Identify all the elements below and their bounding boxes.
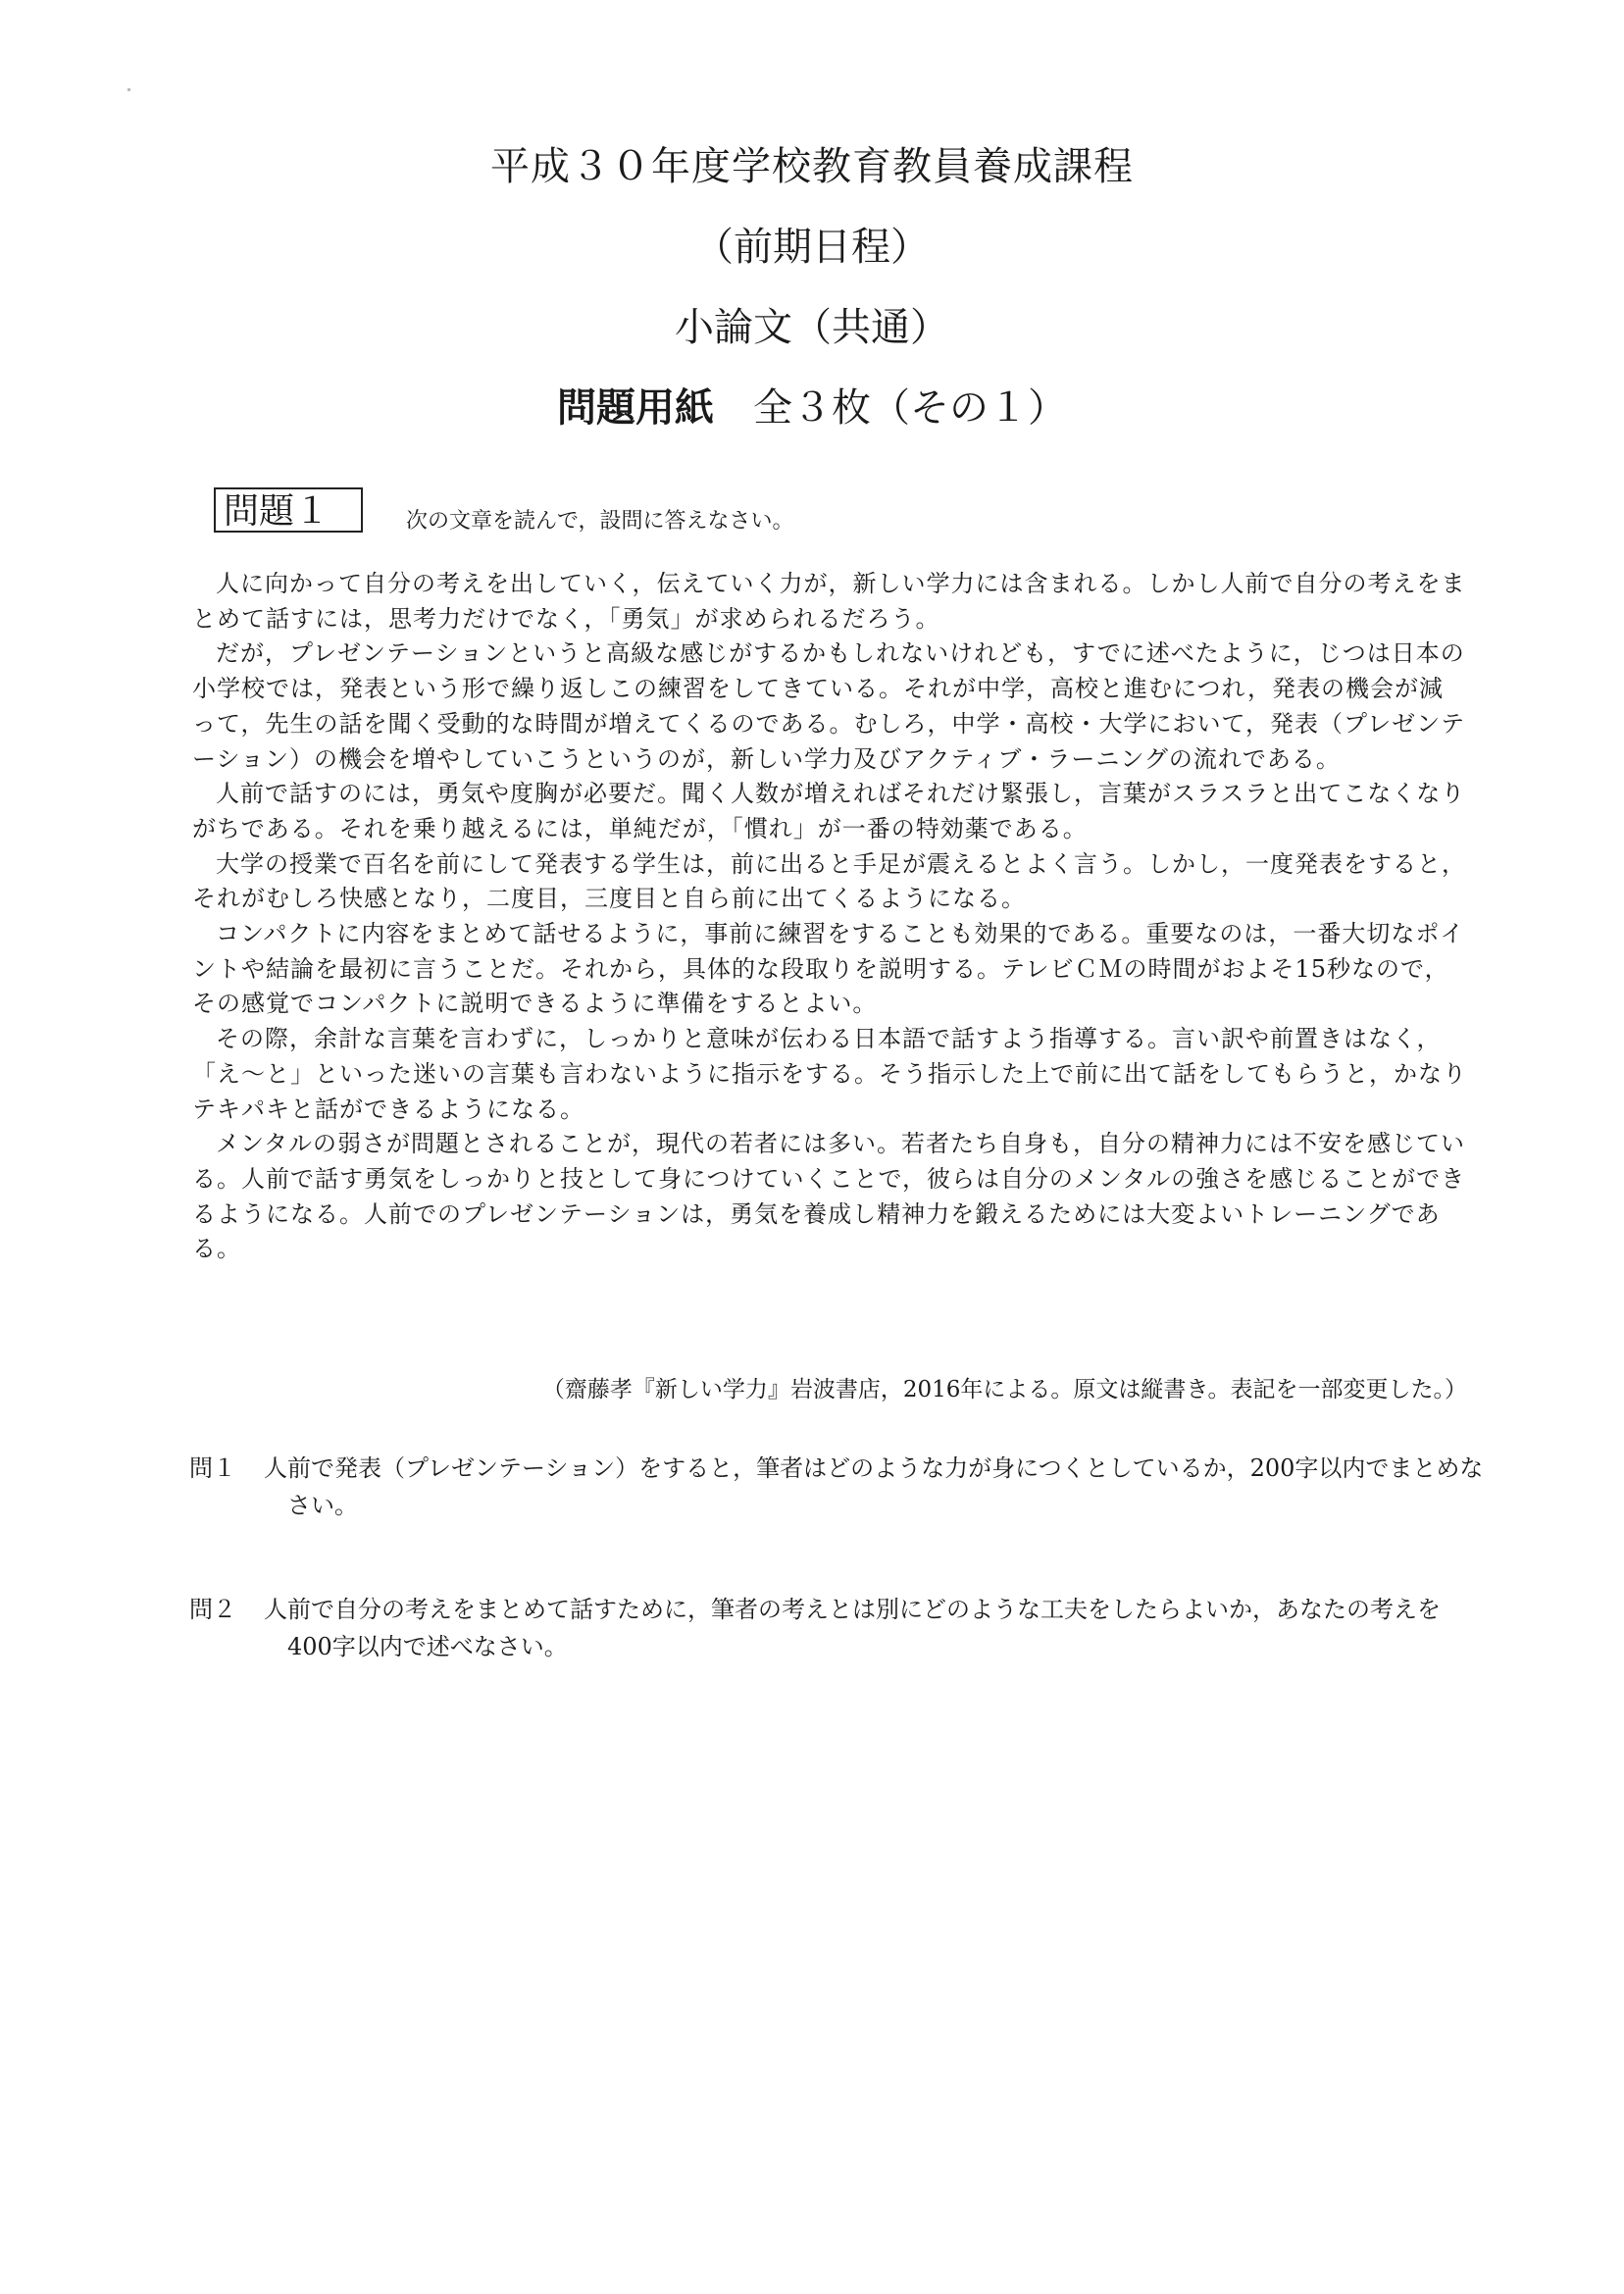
scan-dust-mark [127,88,130,91]
exam-schedule: （前期日程） [694,225,930,270]
question-number: 問２ [189,1596,236,1623]
problem-instruction: 次の文章を読んで，設問に答えなさい。 [406,509,794,534]
question-number: 問１ [189,1454,236,1482]
question-item [189,1591,1484,1665]
sheet-count: 全３枚（その１） [753,385,1067,431]
passage [192,567,1467,1267]
question-text: 人前で発表（プレゼンテーション）をすると，筆者はどのような力が身につくとしているか，200字以内でまとめなさい。 [264,1454,1484,1519]
problem-badge: 問題１ [214,487,363,533]
passage-paragraph: 人に向かって自分の考えを出していく，伝えていく力が，新しい学力には含まれる。しかし人前で自分の考えをまとめて話すには，思考力だけでなく，「勇気」が求められるだろう。 [192,570,1466,633]
passage-paragraph: その際，余計な言葉を言わずに，しっかりと意味が伝わる日本語で話すよう指導する。言い訳や前置きはなく，「え〜と」といった迷いの言葉も言わないように指示をする。そう指示した上で前に出て話をしてもらうと，かなりテキパキと話ができるようになる。 [192,1025,1467,1123]
question-item [189,1450,1484,1524]
passage-paragraph: コンパクトに内容をまとめて話せるように，事前に練習をすることも効果的である。重要なのは，一番大切なポイントや結論を最初に言うことだ。それから，具体的な段取りを説明する。テレビＣＭの時間がおよそ15秒なので，その感覚でコンパクトに説明できるように準備をするとよい。 [192,920,1465,1018]
citation: （齋藤孝『新しい学力』岩波書店，2016年による。原文は縦書き。表記を一部変更した。） [541,1377,1467,1402]
exam-title: 平成３０年度学校教育教員養成課程 [490,144,1134,189]
question-text: 人前で自分の考えをまとめて話すために，筆者の考えとは別にどのような工夫をしたらよいか，あなたの考えを400字以内で述べなさい。 [264,1596,1441,1660]
passage-paragraph: メンタルの弱さが問題とされることが，現代の若者には多い。若者たち自身も，自分の精神力には不安を感じている。人前で話す勇気をしっかりと技として身につけていくことで，彼らは自分のメンタルの強さを感じることができるようになる。人前でのプレゼンテーションは，勇気を養成し精神力を鍛えるためには大変よいトレーニングである。 [192,1130,1466,1263]
sheet-label: 問題用紙 [557,384,714,431]
exam-subject: 小論文（共通） [675,305,949,350]
passage-paragraph: 大学の授業で百名を前にして発表する学生は，前に出ると手足が震えるとよく言う。しかし，一度発表をすると，それがむしろ快感となり，二度目，三度目と自ら前に出てくるようになる。 [192,849,1466,913]
sheet-info [0,377,1624,433]
passage-paragraph: 人前で話すのには，勇気や度胸が必要だ。聞く人数が増えればそれだけ緊張し，言葉がスラスラと出てこなくなりがちである。それを乗り越えるには，単純だが，「慣れ」が一番の特効薬である。 [192,780,1466,842]
passage-paragraph: だが，プレゼンテーションというと高級な感じがするかもしれないけれども，すでに述べたように，じつは日本の小学校では，発表という形で繰り返しこの練習をしてきている。それが中学，高校と進むにつれ，発表の機会が減って，先生の話を聞く受動的な時間が増えてくるのである。むしろ，中学・高校・大学において，発表（プレゼンテーション）の機会を増やしていこうというのが，新しい学力及びアクティブ・ラーニングの流れである。 [192,639,1466,773]
